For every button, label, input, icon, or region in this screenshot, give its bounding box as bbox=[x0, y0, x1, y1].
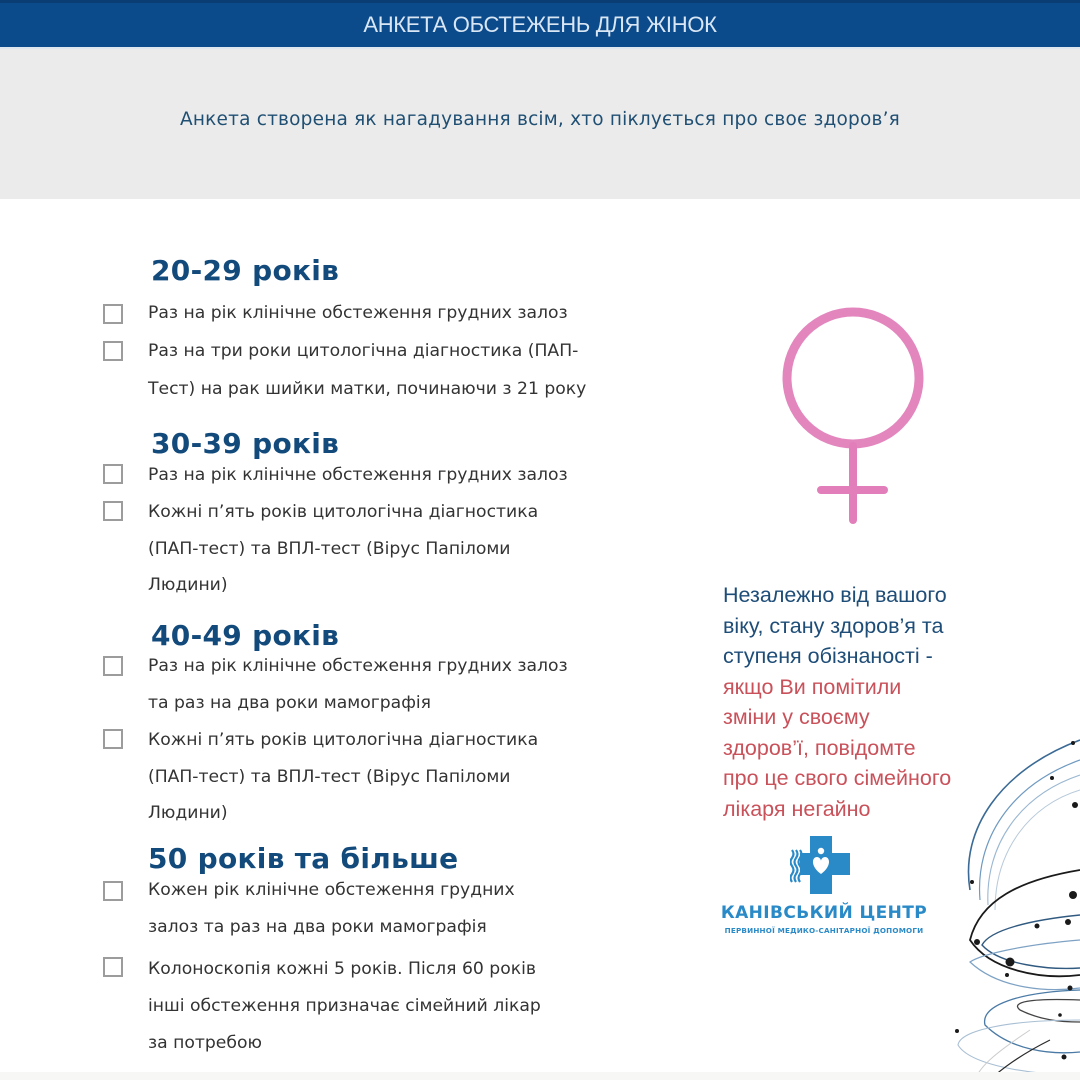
item-text: Людини) bbox=[148, 803, 228, 823]
item-text: Раз на три роки цитологічна діагностика (ПАП- bbox=[148, 341, 579, 361]
item-text: Кожні п’ять років цитологічна діагностика bbox=[148, 502, 539, 522]
item-text: Раз на рік клінічне обстеження грудних залоз bbox=[148, 656, 568, 676]
checkbox-50-plus-item-1[interactable] bbox=[103, 881, 123, 901]
swirl-orbits-decoration bbox=[940, 730, 1080, 1080]
item-text: Колоноскопія кожні 5 років. Після 60 років bbox=[148, 959, 537, 979]
item-text: та раз на два роки мамографія bbox=[148, 693, 431, 713]
logo-subtitle: ПЕРВИННОЇ МЕДИКО-САНІТАРНОЇ ДОПОМОГИ bbox=[724, 926, 924, 935]
header-bar bbox=[0, 0, 1080, 47]
checkbox-30-39-item-2[interactable] bbox=[103, 501, 123, 521]
section-heading-50-plus: 50 років та більше bbox=[148, 842, 459, 875]
checkbox-30-39-item-1[interactable] bbox=[103, 464, 123, 484]
item-text: Тест) на рак шийки матки, починаючи з 21 року bbox=[148, 379, 587, 399]
side-note-line: віку, стану здоров’я та bbox=[723, 613, 944, 638]
logo-name: КАНІВСЬКИЙ ЦЕНТР bbox=[720, 903, 928, 923]
medical-cross-heart-icon bbox=[790, 836, 854, 896]
side-note-line-warning: про це свого сімейного bbox=[723, 766, 952, 790]
item-text: залоз та раз на два роки мамографія bbox=[148, 917, 487, 937]
intro-text: Анкета створена як нагадування всім, хто піклується про своє здоров’я bbox=[180, 109, 900, 130]
side-note-line: Незалежно від вашого bbox=[723, 583, 947, 607]
intro-panel bbox=[0, 47, 1080, 199]
item-text: Кожні п’ять років цитологічна діагностика bbox=[148, 730, 539, 750]
side-note-line-warning: здоров’ї, повідомте bbox=[723, 735, 916, 760]
checkbox-50-plus-item-2[interactable] bbox=[103, 957, 123, 977]
side-note-line-warning: зміни у своєму bbox=[723, 705, 870, 729]
item-text: за потребою bbox=[148, 1033, 262, 1053]
bottom-strip bbox=[0, 1072, 1080, 1080]
side-note-line-warning: якщо Ви помітили bbox=[723, 674, 902, 699]
section-heading-40-49: 40-49 років bbox=[151, 619, 340, 652]
side-note-line-warning: лікаря негайно bbox=[723, 796, 871, 821]
checkbox-20-29-item-2[interactable] bbox=[103, 341, 123, 361]
item-text: Раз на рік клінічне обстеження грудних залоз bbox=[148, 303, 568, 323]
section-heading-30-39: 30-39 років bbox=[151, 427, 340, 460]
section-heading-20-29: 20-29 років bbox=[151, 254, 340, 287]
item-text: Кожен рік клінічне обстеження грудних bbox=[148, 880, 515, 900]
side-note-line: ступеня обізнаності - bbox=[723, 644, 933, 668]
item-text: Раз на рік клінічне обстеження грудних залоз bbox=[148, 465, 568, 485]
item-text: Людини) bbox=[148, 575, 228, 595]
page-title: АНКЕТА ОБСТЕЖЕНЬ ДЛЯ ЖІНОК bbox=[363, 12, 717, 37]
checkbox-20-29-item-1[interactable] bbox=[103, 304, 123, 324]
female-symbol-icon bbox=[760, 300, 950, 530]
checkbox-40-49-item-1[interactable] bbox=[103, 656, 123, 676]
item-text: (ПАП-тест) та ВПЛ-тест (Вірус Папіломи bbox=[148, 767, 511, 787]
item-text: інші обстеження призначає сімейний лікар bbox=[148, 996, 541, 1016]
checkbox-40-49-item-2[interactable] bbox=[103, 729, 123, 749]
item-text: (ПАП-тест) та ВПЛ-тест (Вірус Папіломи bbox=[148, 539, 511, 559]
